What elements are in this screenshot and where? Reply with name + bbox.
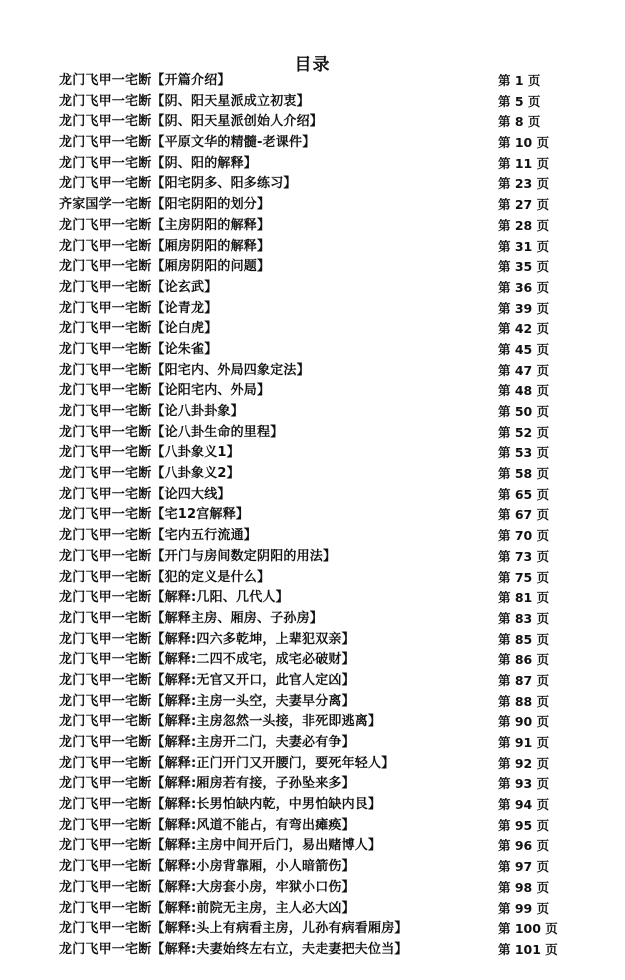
toc-entry bbox=[0, 878, 625, 899]
toc-entry-page: 第 93 页 bbox=[498, 776, 550, 792]
toc-entry bbox=[0, 774, 625, 795]
toc-entry-title: 龙门飞甲一宅断【宅内五行流通】 bbox=[59, 528, 258, 544]
toc-entry-title: 龙门飞甲一宅断【解释:大房套小房，牢狱小口伤】 bbox=[59, 879, 355, 895]
toc-entry-title: 龙门飞甲一宅断【阳宅内、外局四象定法】 bbox=[59, 362, 310, 378]
toc-entry-page: 第 42 页 bbox=[498, 321, 550, 337]
toc-entry-page: 第 28 页 bbox=[498, 217, 550, 233]
toc-entry-title: 龙门飞甲一宅断【厢房阴阳的问题】 bbox=[59, 259, 271, 275]
toc-entry bbox=[0, 940, 625, 961]
toc-entry-title: 龙门飞甲一宅断【解释:主房忽然一头接，非死即逃离】 bbox=[59, 714, 382, 730]
toc-entry-page: 第 100 页 bbox=[498, 921, 558, 937]
toc-entry-page: 第 52 页 bbox=[498, 424, 550, 440]
toc-entry-page: 第 39 页 bbox=[498, 300, 550, 316]
toc-entry-page: 第 36 页 bbox=[498, 279, 550, 295]
toc-entry-title: 龙门飞甲一宅断【解释:小房背靠厢，小人暗箭伤】 bbox=[59, 859, 355, 875]
toc-entry-title: 龙门飞甲一宅断【平原文华的精髓-老课件】 bbox=[59, 135, 316, 151]
toc-entry-title: 龙门飞甲一宅断【解释:主房中间开后门，易出赌博人】 bbox=[59, 838, 382, 854]
toc-entry-page: 第 45 页 bbox=[498, 341, 550, 357]
toc-entry-page: 第 101 页 bbox=[498, 941, 558, 957]
toc-entry bbox=[0, 816, 625, 837]
toc-entry-page: 第 97 页 bbox=[498, 859, 550, 875]
toc-entry-page: 第 81 页 bbox=[498, 590, 550, 606]
toc-entry-page: 第 98 页 bbox=[498, 879, 550, 895]
toc-entry bbox=[0, 216, 625, 237]
toc-entry-page: 第 91 页 bbox=[498, 735, 550, 750]
toc-entry-page: 第 8 页 bbox=[498, 114, 541, 130]
toc-entry bbox=[0, 257, 625, 278]
toc-entry bbox=[0, 278, 625, 299]
toc-entry-title: 龙门飞甲一宅断【解释:头上有病看主房，儿孙有病看厢房】 bbox=[59, 921, 408, 937]
toc-entry-page: 第 92 页 bbox=[498, 755, 550, 771]
toc-entry-page: 第 58 页 bbox=[498, 466, 550, 482]
toc-entry-title: 龙门飞甲一宅断【解释:四六多乾坤，上辈犯双亲】 bbox=[59, 631, 355, 647]
toc-entry bbox=[0, 464, 625, 485]
toc-entry-page: 第 87 页 bbox=[498, 672, 550, 688]
toc-entry-title: 龙门飞甲一宅断【解释:厢房若有接，子孙坠来多】 bbox=[59, 776, 355, 792]
toc-entry bbox=[0, 919, 625, 940]
toc-entry-page: 第 85 页 bbox=[498, 631, 550, 647]
toc-entry-title: 龙门飞甲一宅断【八卦象义1】 bbox=[59, 445, 240, 461]
toc-entry-page: 第 73 页 bbox=[498, 548, 550, 564]
toc-entry bbox=[0, 588, 625, 609]
toc-entry bbox=[0, 340, 625, 361]
toc-entry bbox=[0, 361, 625, 382]
toc-entry-title: 龙门飞甲一宅断【论白虎】 bbox=[59, 321, 218, 337]
toc-entry bbox=[0, 319, 625, 340]
toc-entry-title: 龙门飞甲一宅断【解释主房、厢房、子孙房】 bbox=[59, 610, 324, 626]
toc-entry-page: 第 83 页 bbox=[498, 610, 550, 626]
toc-entry-page: 第 27 页 bbox=[498, 197, 550, 213]
toc-entry bbox=[0, 92, 625, 113]
toc-entry-page: 第 47 页 bbox=[498, 362, 550, 378]
toc-entry bbox=[0, 402, 625, 423]
toc-entry bbox=[0, 505, 625, 526]
toc-entry-page: 第 96 页 bbox=[498, 838, 550, 854]
toc-entry-title: 龙门飞甲一宅断【解释:主房开二门，夫妻必有争】 bbox=[59, 735, 355, 750]
toc-entry bbox=[0, 71, 625, 92]
toc-entry-title: 龙门飞甲一宅断【解释:夫妻始终左右立，夫走妻把夫位当】 bbox=[59, 941, 408, 957]
toc-entry bbox=[0, 857, 625, 878]
toc-entry-page: 第 75 页 bbox=[498, 569, 550, 585]
toc-entry bbox=[0, 174, 625, 195]
toc-entry-title: 龙门飞甲一宅断【解释:主房一头空，夫妻早分离】 bbox=[59, 693, 355, 709]
toc-entry-title: 龙门飞甲一宅断【阳宅阴多、阳多练习】 bbox=[59, 176, 297, 192]
toc-entry bbox=[0, 237, 625, 258]
toc-entry-title: 龙门飞甲一宅断【论朱雀】 bbox=[59, 341, 218, 357]
toc-entry-page: 第 5 页 bbox=[498, 93, 541, 109]
toc-entry-title: 龙门飞甲一宅断【阴、阳天星派成立初衷】 bbox=[59, 93, 310, 109]
toc-entry-page: 第 90 页 bbox=[498, 714, 550, 730]
toc-entry-page: 第 70 页 bbox=[498, 528, 550, 544]
toc-entry-page: 第 31 页 bbox=[498, 238, 550, 254]
toc-entry bbox=[0, 547, 625, 568]
toc-entry-title: 齐家国学一宅断【阳宅阴阳的划分】 bbox=[59, 197, 271, 213]
toc-entry bbox=[0, 423, 625, 444]
toc-entry bbox=[0, 485, 625, 506]
toc-entry bbox=[0, 692, 625, 713]
toc-entry-page: 第 65 页 bbox=[498, 486, 550, 502]
toc-entry bbox=[0, 671, 625, 692]
toc-entry bbox=[0, 733, 625, 754]
toc-entry-title: 龙门飞甲一宅断【解释:长男怕缺内乾，中男怕缺内艮】 bbox=[59, 797, 382, 813]
toc-entry-page: 第 10 页 bbox=[498, 135, 550, 151]
toc-entry bbox=[0, 133, 625, 154]
toc-entry-page: 第 67 页 bbox=[498, 507, 550, 523]
toc-entry-title: 龙门飞甲一宅断【论玄武】 bbox=[59, 279, 218, 295]
toc-entry-page: 第 11 页 bbox=[498, 155, 550, 171]
toc-entry bbox=[0, 299, 625, 320]
toc-entry-title: 龙门飞甲一宅断【阴、阳天星派创始人介绍】 bbox=[59, 114, 324, 130]
toc-entry-title: 龙门飞甲一宅断【开篇介绍】 bbox=[59, 73, 231, 88]
toc-entry-page: 第 95 页 bbox=[498, 817, 550, 833]
toc-entry-page: 第 99 页 bbox=[498, 900, 550, 916]
toc-entry bbox=[0, 899, 625, 920]
toc-entry-title: 龙门飞甲一宅断【解释:二四不成宅，成宅必破财】 bbox=[59, 652, 355, 668]
toc-entry bbox=[0, 650, 625, 671]
toc-entry-title: 龙门飞甲一宅断【解释:正门开门又开腰门，要死年轻人】 bbox=[59, 755, 395, 771]
toc-entry-title: 龙门飞甲一宅断【论四大线】 bbox=[59, 486, 231, 502]
toc-entry-title: 龙门飞甲一宅断【论八卦卦象】 bbox=[59, 404, 244, 419]
toc-entry-title: 龙门飞甲一宅断【解释:几阳、几代人】 bbox=[59, 590, 289, 606]
toc-entry-title: 龙门飞甲一宅断【解释:前院无主房，主人必大凶】 bbox=[59, 900, 355, 916]
toc-entry bbox=[0, 568, 625, 589]
toc-entry-title: 龙门飞甲一宅断【论八卦生命的里程】 bbox=[59, 424, 284, 440]
toc-entry-page: 第 50 页 bbox=[498, 404, 550, 419]
toc-entry bbox=[0, 526, 625, 547]
toc-entry-page: 第 88 页 bbox=[498, 693, 550, 709]
toc-entry-title: 龙门飞甲一宅断【解释:无官又开口，此官人定凶】 bbox=[59, 672, 355, 688]
toc-entry bbox=[0, 154, 625, 175]
toc-entry bbox=[0, 836, 625, 857]
toc-entry bbox=[0, 443, 625, 464]
toc-entry-page: 第 35 页 bbox=[498, 259, 550, 275]
toc-entry bbox=[0, 712, 625, 733]
toc-entry-page: 第 48 页 bbox=[498, 383, 550, 399]
toc-entry bbox=[0, 754, 625, 775]
toc-entry bbox=[0, 609, 625, 630]
toc-entry-page: 第 86 页 bbox=[498, 652, 550, 668]
toc-entry-title: 龙门飞甲一宅断【解释:风道不能占，有弯出瘫痪】 bbox=[59, 817, 355, 833]
toc-entry bbox=[0, 195, 625, 216]
toc-entry-title: 龙门飞甲一宅断【宅12宫解释】 bbox=[59, 507, 250, 523]
toc-entry-page: 第 53 页 bbox=[498, 445, 550, 461]
toc-entry-title: 龙门飞甲一宅断【八卦象义2】 bbox=[59, 466, 240, 482]
page-title: 目录 bbox=[294, 55, 331, 75]
toc-entry-page: 第 1 页 bbox=[498, 73, 541, 88]
toc-entry-title: 龙门飞甲一宅断【厢房阴阳的解释】 bbox=[59, 238, 271, 254]
toc-list bbox=[0, 71, 625, 961]
toc-entry-title: 龙门飞甲一宅断【阴、阳的解释】 bbox=[59, 155, 258, 171]
toc-entry bbox=[0, 795, 625, 816]
toc-entry bbox=[0, 112, 625, 133]
toc-entry-title: 龙门飞甲一宅断【论阳宅内、外局】 bbox=[59, 383, 271, 399]
toc-entry bbox=[0, 630, 625, 651]
toc-entry-page: 第 23 页 bbox=[498, 176, 550, 192]
toc-entry-title: 龙门飞甲一宅断【犯的定义是什么】 bbox=[59, 569, 271, 585]
toc-entry-title: 龙门飞甲一宅断【开门与房间数定阴阳的用法】 bbox=[59, 548, 337, 564]
toc-entry-title: 龙门飞甲一宅断【主房阴阳的解释】 bbox=[59, 217, 271, 233]
toc-entry bbox=[0, 381, 625, 402]
toc-entry-page: 第 94 页 bbox=[498, 797, 550, 813]
toc-entry-title: 龙门飞甲一宅断【论青龙】 bbox=[59, 300, 218, 316]
